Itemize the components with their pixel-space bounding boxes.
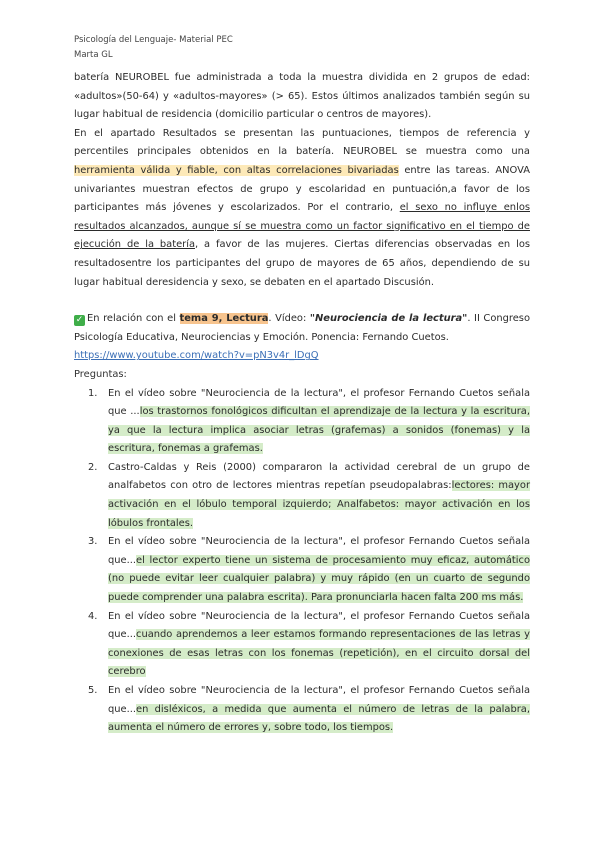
underlined-phrase: el sexo no influye enlos resultados alcanzados, aunque sí se muestra como un factor significativo en el tiempo de ejecución de la batería bbox=[74, 202, 530, 251]
answer-highlight: lectores: mayor activación en el lóbulo temporal izquierdo; Analfabetos: mayor activación en los lóbulos frontales. bbox=[108, 480, 531, 529]
question-number: 3. bbox=[88, 536, 98, 548]
paragraph-neurobel-sample bbox=[74, 69, 530, 125]
highlighted-phrase: herramienta válida y fiable, con altas correlaciones bivariadas bbox=[74, 164, 399, 176]
questions-heading: Preguntas: bbox=[74, 368, 127, 380]
question-item bbox=[74, 608, 530, 682]
paragraph-text: En el apartado Resultados se presentan las puntuaciones, tiempos de referencia y percentiles principales obtenidos en la batería. NEUROBEL se muestra como una bbox=[74, 127, 530, 158]
question-item bbox=[74, 385, 530, 459]
check-mark-icon: ✓ bbox=[75, 315, 84, 326]
question-text: En el vídeo sobre "Neurociencia de la lectura", el profesor Fernando Cuetos señala que... bbox=[108, 685, 530, 715]
question-number: 2. bbox=[88, 461, 98, 473]
header-author: Marta GL bbox=[74, 50, 113, 60]
answer-highlight: en disléxicos, a medida que aumenta el número de letras de la palabra, aumenta el número de errores y, sobre todo, los tiempos. bbox=[108, 703, 530, 734]
youtube-link[interactable]: https://www.youtube.com/watch?v=pN3v4r_lDgQ bbox=[74, 350, 319, 362]
paragraph-text: , a favor de las mujeres. Ciertas diferencias observadas en los resultadosentre los participantes del grupo de mayores de 65 años, dependiendo de su lugar habitual deresidencia y sexo, se debaten en el apartado Discusión. bbox=[74, 239, 531, 288]
question-item bbox=[74, 533, 530, 607]
paragraph-text: . Vídeo: bbox=[268, 313, 310, 325]
question-text: Castro-Caldas y Reis (2000) compararon la actividad cerebral de un grupo de analfabetos con otro de lectores mientras repetían pseudopalabras: bbox=[108, 461, 530, 492]
paragraph-text: entre las tareas. ANOVA univariantes muestran efectos de grupo y escolaridad en puntuación,a favor de los participantes más jóvenes y escolarizados. Por el contrario, bbox=[74, 164, 530, 214]
question-item bbox=[74, 459, 530, 533]
paragraph-text: batería NEUROBEL fue administrada a toda la muestra dividida en 2 grupos de edad: «adultos»(50-64) y «adultos-mayores» (> 65). Estos últimos analizados también según su lugar habitual de residencia (domicilio particular o centros de mayores). bbox=[74, 72, 530, 121]
question-number: 4. bbox=[88, 610, 98, 622]
paragraph-text: En relación con el bbox=[87, 313, 180, 325]
document-body bbox=[74, 69, 530, 738]
answer-highlight: cuando aprendemos a leer estamos formando representaciones de las letras y conexiones de esas letras con los fonemas (repetición), en el circuito dorsal del cerebro bbox=[108, 629, 530, 678]
question-text: En el vídeo sobre "Neurociencia de la lectura", el profesor Fernando Cuetos señala que... bbox=[108, 610, 530, 641]
question-number: 5. bbox=[88, 685, 98, 696]
questions-list bbox=[74, 385, 530, 738]
question-text: En el vídeo sobre "Neurociencia de la lectura", el profesor Fernando Cuetos señala que... bbox=[108, 536, 530, 566]
question-item bbox=[74, 682, 530, 738]
question-number: 1. bbox=[88, 387, 98, 399]
answer-highlight: el lector experto tiene un sistema de procesamiento muy eficaz, automático (no puede evitar leer cualquier palabra) y muy rápido (en un cuarto de segundo puede comprender una palabra escrita). Para pronunciarla hacen falta 200 ms más. bbox=[108, 554, 530, 604]
topic-highlight: tema 9, Lectura bbox=[179, 313, 269, 325]
video-title: "Neurociencia de la lectura" bbox=[309, 313, 468, 325]
answer-highlight: los trastornos fonológicos dificultan el aprendizaje de la lectura y la escritura, ya que la lectura implica asociar letras (grafemas) a sonidos (fonemas) y la escritura, fonemas a grafemas. bbox=[108, 406, 530, 455]
paragraph-video-reference bbox=[74, 310, 530, 366]
paragraph-text: . II Congreso Psicología Educativa, Neurociencias y Emoción. Ponencia: Fernando Cuetos. bbox=[74, 313, 530, 343]
paragraph-results bbox=[74, 125, 530, 292]
page-header bbox=[74, 33, 233, 63]
header-course-title: Psicología del Lenguaje- Material PEC bbox=[74, 35, 233, 45]
question-text: En el vídeo sobre "Neurociencia de la lectura", el profesor Fernando Cuetos señala que ... bbox=[108, 387, 530, 418]
